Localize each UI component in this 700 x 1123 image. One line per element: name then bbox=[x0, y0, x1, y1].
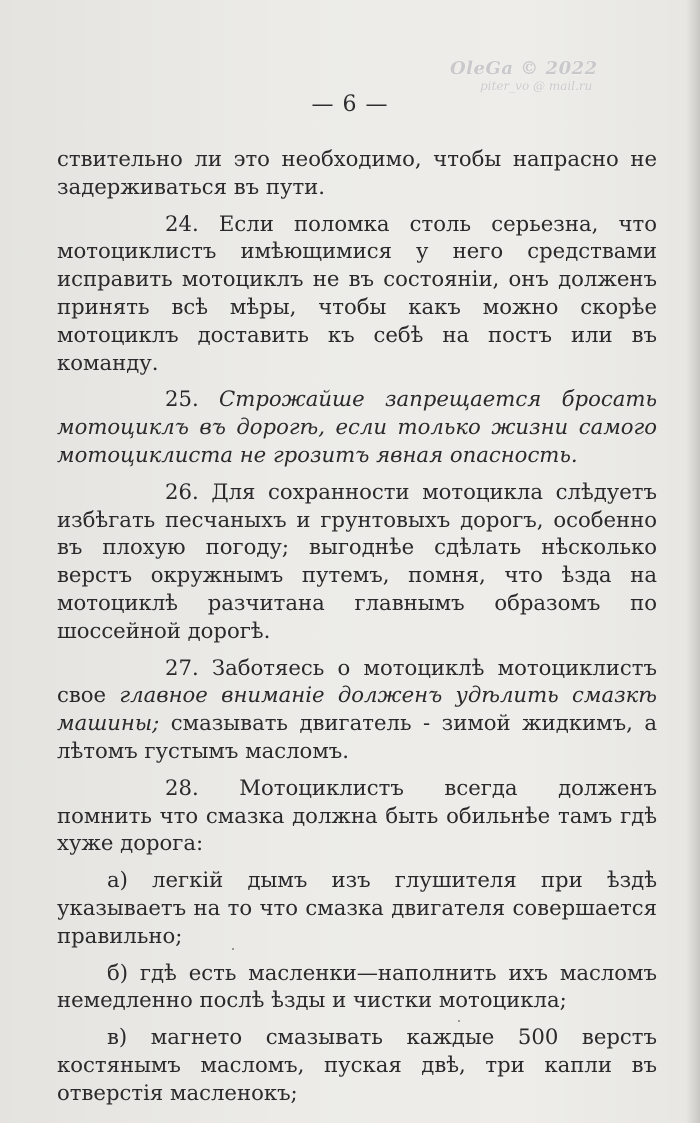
paper-speck bbox=[458, 1020, 460, 1022]
paragraph-continuation: ствительно ли это необходимо, чтобы напрасно не задерживаться въ пути. bbox=[57, 146, 657, 199]
paragraph-27-italic: главное вниманiе долженъ удѣлить смазкѣ машины; bbox=[57, 682, 657, 736]
page-number: — 6 — bbox=[311, 92, 389, 117]
watermark-email: piter_vo @ mail.ru bbox=[480, 79, 593, 93]
paragraph-25 bbox=[57, 385, 657, 468]
paragraph-26: 26. Для сохранности мотоцикла слѣдуетъ избѣгать песчаныхъ и грунтовыхъ дорогъ, особенно въ плохую погоду; выгоднѣе сдѣлать нѣсколько верстъ окружнымъ путемъ, помня, что ѣзда на мотоциклѣ разчитана главнымъ образомъ по шоссейной дорогѣ. bbox=[57, 478, 657, 643]
paragraph-28: 28. Мотоциклистъ всегда долженъ помнить что смазка должна быть обильнѣе тамъ гдѣ хуже дорога: bbox=[57, 774, 657, 856]
paragraph-28-a: а) легкiй дымъ изъ глушителя при ѣздѣ указываетъ на то что смазка двигателя совершается правильно; bbox=[57, 867, 657, 948]
paragraph-25-text: Строжайше запрещается бросать мотоциклъ въ дорогѣ, если только жизни самого мотоциклиста не грозитъ явная опасность. bbox=[57, 386, 657, 467]
body-text bbox=[57, 145, 657, 1116]
watermark-title: OleGa © 2022 bbox=[450, 58, 598, 79]
paragraph-27-lead: 27. Заботяесь о мотоциклѣ мотоциклистъ свое bbox=[57, 654, 657, 708]
paper-speck bbox=[232, 948, 234, 950]
paragraph-27-tail: смазывать двигатель - зимой жидкимъ, а лѣтомъ густымъ масломъ. bbox=[57, 710, 657, 763]
watermark bbox=[450, 58, 630, 93]
paragraph-25-number: 25. bbox=[165, 386, 199, 412]
paragraph-28-c: в) магнето смазывать каждые 500 верстъ костянымъ масломъ, пуская двѣ, три капли въ отверстiя масленокъ; bbox=[57, 1024, 657, 1105]
page-spine-shadow bbox=[686, 0, 700, 1123]
paragraph-28-b: б) гдѣ есть масленки—наполнить ихъ масломъ немедленно послѣ ѣзды и чистки мотоцикла; bbox=[57, 959, 657, 1013]
paragraph-27 bbox=[57, 654, 657, 765]
paragraph-24: 24. Если поломка столь серьезна, что мотоциклистъ имѣющимися у него средствами исправить мотоциклъ не въ состоянiи, онъ долженъ принять всѣ мѣры, чтобы какъ можно скорѣе мотоциклъ доставить къ себѣ на постъ или въ команду. bbox=[57, 210, 657, 375]
